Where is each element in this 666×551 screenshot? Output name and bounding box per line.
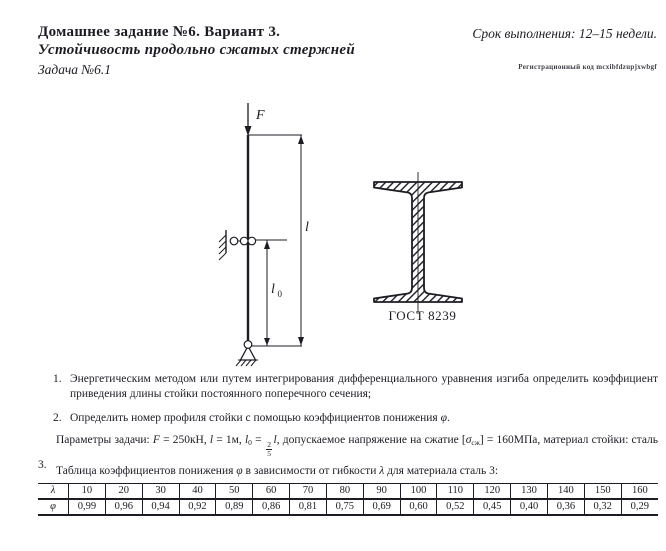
rod-diagram bbox=[215, 95, 325, 385]
lambda-value: 160 bbox=[621, 484, 658, 500]
lambda-value: 130 bbox=[511, 484, 548, 500]
task-list bbox=[53, 372, 658, 435]
lambda-symbol: λ bbox=[379, 465, 385, 477]
intro-text-2: в зависимости от гибкости bbox=[242, 465, 380, 477]
lambda-value: 100 bbox=[400, 484, 437, 500]
var-l0-sub: 0 bbox=[248, 438, 252, 447]
phi-value: 0,99 bbox=[69, 499, 106, 515]
lambda-row-label: λ bbox=[38, 484, 69, 500]
sigma-symbol: σ bbox=[465, 434, 472, 446]
assignment-title: Домашнее задание №6. Вариант 3. bbox=[38, 24, 281, 40]
phi-value: 0,89 bbox=[216, 499, 253, 515]
phi-row-label: φ bbox=[38, 499, 69, 515]
l-label: l bbox=[305, 220, 309, 235]
phi-value: 0,94 bbox=[142, 499, 179, 515]
var-l-after-frac: l bbox=[273, 434, 277, 446]
task-item-2 bbox=[53, 411, 658, 426]
lambda-value: 110 bbox=[437, 484, 474, 500]
table-intro bbox=[38, 464, 658, 479]
var-l0: l bbox=[244, 434, 249, 446]
lambda-value: 120 bbox=[474, 484, 511, 500]
phi-value: 0,96 bbox=[105, 499, 142, 515]
force-arrow bbox=[245, 103, 252, 136]
equals-sign: = bbox=[251, 434, 265, 446]
task-text: Определить номер профиля стойки с помощью коэффициентов понижения bbox=[70, 412, 441, 424]
roller-support bbox=[219, 230, 287, 260]
lambda-value: 80 bbox=[326, 484, 363, 500]
l0-subscript: 0 bbox=[277, 289, 282, 299]
phi-value: 0,36 bbox=[547, 499, 584, 515]
header-right bbox=[472, 26, 657, 71]
force-label: F bbox=[256, 108, 265, 123]
lambda-value: 90 bbox=[363, 484, 400, 500]
ibeam-outline bbox=[374, 182, 462, 302]
header-left bbox=[38, 24, 355, 78]
phi-symbol: φ bbox=[236, 465, 243, 477]
value-l: = 1м, bbox=[213, 434, 245, 446]
lambda-value: 40 bbox=[179, 484, 216, 500]
lambda-value: 30 bbox=[142, 484, 179, 500]
intro-text-3: для материала сталь 3: bbox=[384, 465, 499, 477]
phi-value: 0,29 bbox=[621, 499, 658, 515]
phi-value: 0,81 bbox=[290, 499, 327, 515]
task-number: 2. bbox=[53, 412, 62, 424]
phi-value: 0,60 bbox=[400, 499, 437, 515]
var-l: l bbox=[209, 434, 214, 446]
phi-row bbox=[38, 499, 658, 515]
pin-support bbox=[236, 341, 258, 366]
phi-value: 0,32 bbox=[584, 499, 621, 515]
task-item-1 bbox=[53, 372, 658, 402]
problem-number: Задача №6.1 bbox=[38, 62, 112, 77]
task-number: 1. bbox=[53, 373, 62, 385]
lambda-value: 50 bbox=[216, 484, 253, 500]
params-tail-text: ] = 160МПа, материал стойки: сталь 3. bbox=[38, 434, 659, 471]
registration-code: Регистрационный код mcxibfdzupjxwbgf bbox=[518, 63, 657, 71]
due-date: Срок выполнения: 12–15 недели. bbox=[472, 26, 657, 41]
phi-value: 0,75 bbox=[326, 499, 363, 515]
task-text: Энергетическим методом или путем интегрирования дифференциального уравнения изгиба определить коэффициент приведения длины стойки постоянного поперечного сечения; bbox=[70, 373, 658, 400]
l-dimension-line bbox=[298, 135, 304, 346]
lambda-value: 60 bbox=[253, 484, 290, 500]
var-F: F bbox=[152, 434, 160, 446]
lambda-value: 150 bbox=[584, 484, 621, 500]
phi-value: 0,92 bbox=[179, 499, 216, 515]
lambda-row bbox=[38, 484, 658, 500]
phi-value: 0,69 bbox=[363, 499, 400, 515]
beam-caption: ГОСТ 8239 bbox=[388, 308, 457, 323]
ibeam-cross-section bbox=[365, 168, 480, 318]
value-F: = 250кН, bbox=[159, 434, 210, 446]
phi-value: 0,40 bbox=[511, 499, 548, 515]
params-mid-text: , допускаемое напряжение на сжатие [ bbox=[276, 434, 466, 446]
l0-label: l bbox=[271, 282, 275, 297]
lambda-value: 140 bbox=[547, 484, 584, 500]
phi-symbol: φ bbox=[440, 412, 447, 424]
task-text-tail: . bbox=[446, 412, 450, 424]
phi-value: 0,45 bbox=[474, 499, 511, 515]
lambda-value: 20 bbox=[105, 484, 142, 500]
lambda-value: 10 bbox=[69, 484, 106, 500]
coefficients-table bbox=[38, 483, 658, 516]
fraction-two-fifths bbox=[266, 441, 273, 458]
params-lead: Параметры задачи: bbox=[56, 434, 153, 446]
intro-text-1: Таблица коэффициентов понижения bbox=[56, 465, 237, 477]
l0-dimension-line bbox=[264, 240, 270, 346]
phi-value: 0,52 bbox=[437, 499, 474, 515]
assignment-subtitle: Устойчивость продольно сжатых стержней bbox=[38, 42, 355, 58]
fraction-denominator: 5 bbox=[267, 449, 271, 458]
lambda-value: 70 bbox=[290, 484, 327, 500]
phi-value: 0,86 bbox=[253, 499, 290, 515]
sigma-subscript: сж bbox=[471, 438, 480, 447]
fraction-numerator: 2 bbox=[267, 440, 271, 449]
